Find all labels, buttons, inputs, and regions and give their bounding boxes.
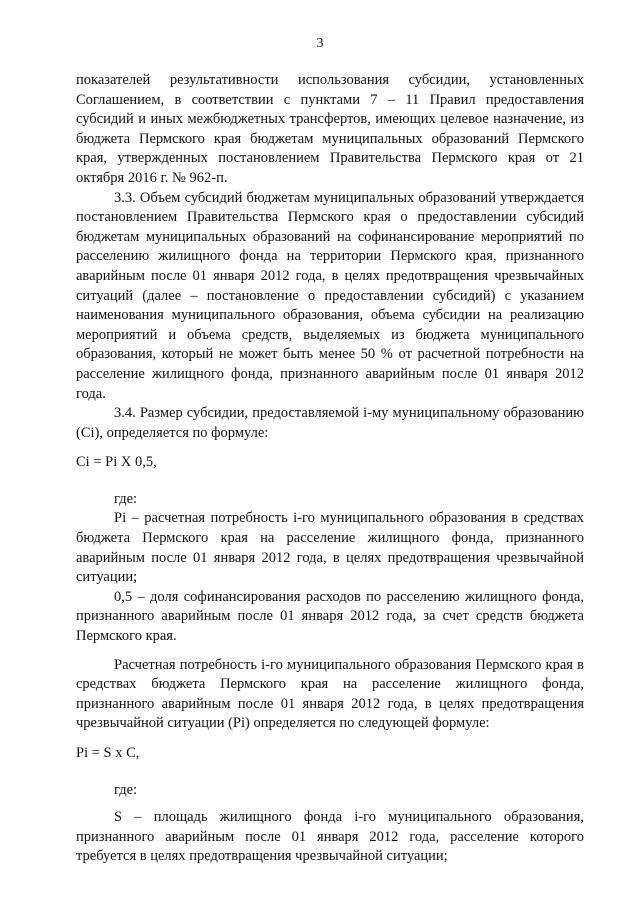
formula-ci: Ci = Pi X 0,5, (76, 454, 157, 471)
where-label: где: (114, 490, 138, 507)
paragraph-3-3: 3.3. Объем субсидий бюджетам муниципальных образований утверждается постановлением Правительства Пермского края о предоставлении субсидий бюджетам муниципальных образований на софинансирование мероприятий по расселению жилищного фонда на территории Пермского края, признанного аварийным после 01 января 2012 года, в целях предотвращения чрезвычайных ситуаций (далее – постановление о предоставлении субсидий) с указанием наименования муниципального образования, объема субсидии на реализацию мероприятий и объема средств, выделяемых из бюджета муниципального образования, который не может быть менее 50 % от расчетной потребности на расселение жилищного фонда, признанного аварийным после 01 января 2012 года. (76, 189, 584, 402)
paragraph-estimated-need: Расчетная потребность i-го муниципального образования Пермского края в средствах бюджета Пермского края на расселение жилищного фонда, признанного аварийным после 01 января 2012 года, в целях предотвращения чрезвычайной ситуации (Pi) определяется по следующей формуле: (76, 656, 584, 732)
paragraph-continuation: показателей результативности использования субсидии, установленных Соглашением, в соответствии с пунктами 7 – 11 Правил предоставления субсидий и иных межбюджетных трансфертов, имеющих целевое назначение, из бюджета Пермского края бюджетам муниципальных образований Пермского края, утвержденных постановлением Правительства Пермского края от 21 октября 2016 г. № 962-п. (76, 72, 584, 186)
definition-s: S – площадь жилищного фонда i-го муниципального образования, признанного аварийным после 01 января 2012 года, расселение которого требуется в целях предотвращения чрезвычайной ситуации; (76, 809, 584, 865)
where-label-2: где: (114, 781, 138, 798)
definition-pi: Pi – расчетная потребность i-го муниципального образования в средствах бюджета Пермского края на расселение жилищного фонда, признанного аварийным после 01 января 2012 года, в целях предотвращения чрезвычайной ситуации; (76, 510, 584, 586)
paragraph-3-4: 3.4. Размер субсидии, предоставляемой i-му муниципальному образованию (Ci), определяется по формуле: (76, 405, 584, 441)
page-number: 3 (316, 36, 324, 51)
definition-coefficient: 0,5 – доля софинансирования расходов по расселению жилищного фонда, признанного аварийным после 01 января 2012 года, за счет средств бюджета Пермского края. (76, 588, 584, 645)
formula-pi: Pi = S x C, (76, 745, 140, 761)
document-body (76, 71, 584, 867)
